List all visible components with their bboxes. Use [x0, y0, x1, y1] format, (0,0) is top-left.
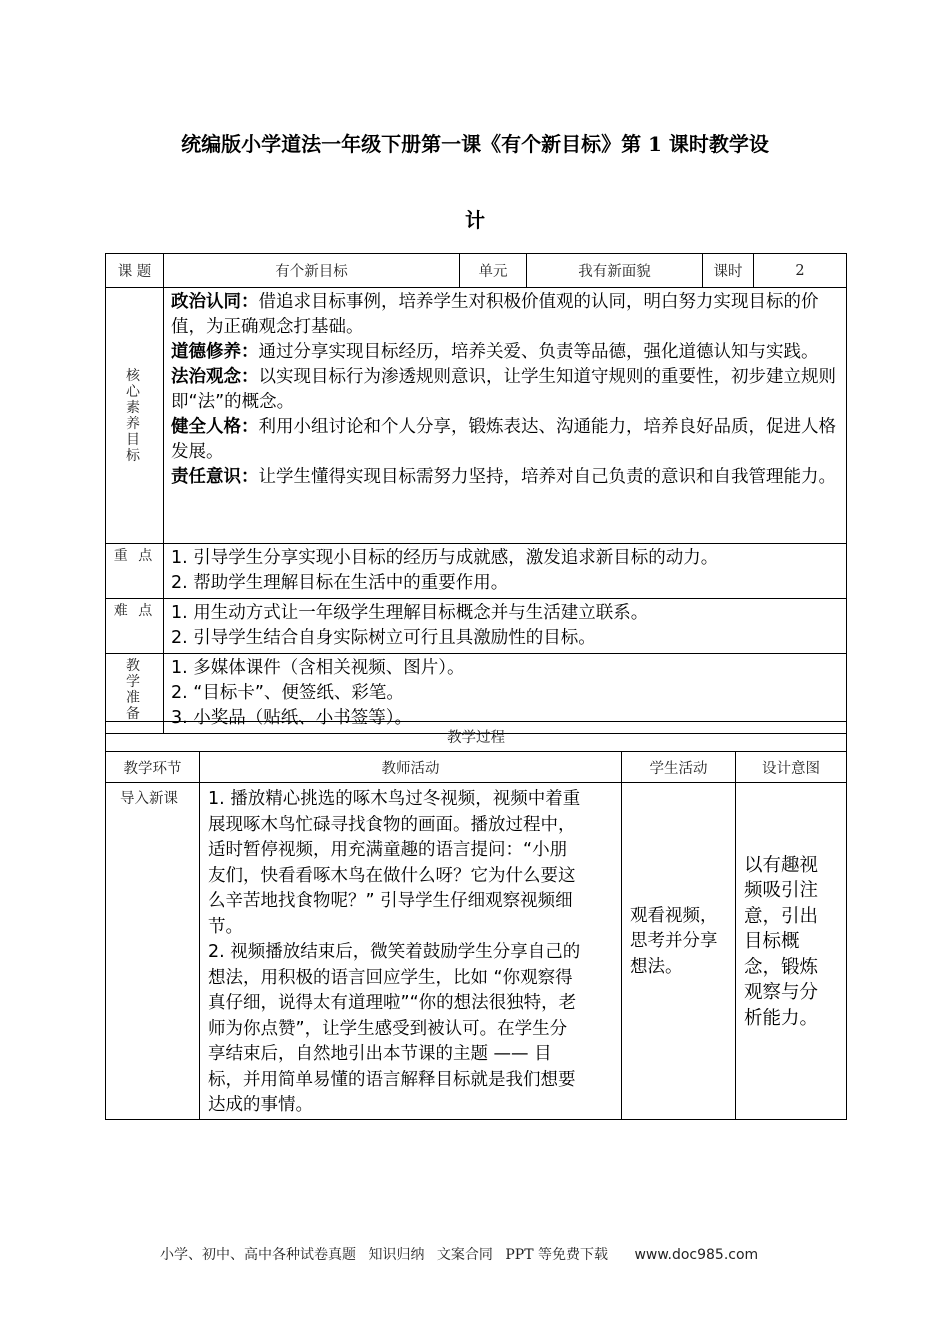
- core-literacy-goals: [164, 288, 847, 544]
- unit-value: 我有新面貌: [527, 254, 703, 288]
- unit-label: 单元: [460, 254, 527, 288]
- key-point-item: 1. 引导学生分享实现小目标的经历与成就感，激发追求新目标的动力。: [171, 548, 719, 568]
- student-line: 观看视频，: [630, 905, 718, 926]
- preparation-item: 3. 小奖品（贴纸、小书签等）。: [171, 708, 413, 728]
- process-title: 教学过程: [106, 722, 847, 752]
- teacher-line: 师为你点赞”，让学生感受到被认可。在学生分: [208, 1018, 568, 1039]
- core-section-law: 法治观念：以实现目标行为渗透规则意识，让学生知道守规则的重要性，初步建立规则即“法”的概念。: [171, 367, 836, 412]
- footer-text-3: 文案合同: [436, 1247, 493, 1263]
- header-intent: 设计意图: [736, 752, 847, 783]
- document-title-line1: 统编版小学道法一年级下册第一课《有个新目标》第 1 课时教学设: [181, 132, 769, 156]
- teacher-line: 1. 播放精心挑选的啄木鸟过冬视频，视频中着重: [208, 789, 581, 809]
- footer-text-1: 小学、初中、高中各种试卷真题: [160, 1247, 356, 1263]
- teacher-line: 真仔细，说得太有道理啦”“你的想法很独特，老: [208, 993, 577, 1013]
- header-teacher: 教师活动: [200, 752, 622, 783]
- student-line: 想法。: [630, 956, 683, 977]
- footer-text-4: PPT 等免费下载: [505, 1247, 608, 1263]
- preparation-label: 教 学 准 备: [106, 654, 164, 734]
- student-activity-cell: [622, 783, 736, 1120]
- core-section-moral: 道德修养：通过分享实现目标经历，培养关爱、负责等品德，强化道德认知与实践。: [171, 342, 819, 362]
- intent-line: 频吸引注: [744, 880, 819, 901]
- core-section-responsibility: 责任意识：让学生懂得实现目标需努力坚持，培养对自己负责的意识和自我管理能力。: [171, 467, 836, 487]
- teacher-line: 想法，用积极的语言回应学生，比如 “你观察得: [208, 967, 573, 988]
- intent-line: 观察与分: [744, 982, 819, 1003]
- difficulties-label: 难 点: [106, 599, 164, 654]
- key-points-label: 重 点: [106, 544, 164, 599]
- intent-line: 意，引出: [744, 905, 819, 927]
- document-title-line2: 计: [465, 208, 485, 232]
- difficulty-item: 1. 用生动方式让一年级学生理解目标概念并与生活建立联系。: [171, 603, 649, 623]
- teacher-line: 友们，快看看啄木鸟在做什么呀？它为什么要这: [208, 865, 576, 886]
- topic-value: 有个新目标: [164, 254, 460, 288]
- core-section-political: 政治认同：借追求目标事例，培养学生对积极价值观的认同，明白努力实现目标的价值，为正确观念打基础。: [171, 292, 819, 337]
- teacher-line: 适时暂停视频，用充满童趣的语言提问：“小朋: [208, 840, 568, 860]
- key-points: [164, 544, 847, 599]
- teacher-line: 么辛苦地找食物呢？” 引导学生仔细观察视频细: [208, 891, 573, 911]
- footer-text-2: 知识归纳: [368, 1247, 425, 1263]
- intent-line: 以有趣视: [744, 854, 819, 876]
- lesson-info-table: [105, 253, 847, 734]
- teacher-line: 2. 视频播放结束后，微笑着鼓励学生分享自己的: [208, 942, 581, 962]
- core-section-personality: 健全人格：利用小组讨论和个人分享，锻炼表达、沟通能力，培养良好品质，促进人格发展。: [171, 417, 836, 462]
- intent-line: 念，锻炼: [744, 956, 819, 978]
- core-literacy-label: 核 心 素 养 目 标: [106, 288, 164, 544]
- preparation-item: 2. “目标卡”、便签纸、彩笔。: [171, 683, 404, 703]
- teaching-process-table: [105, 721, 847, 1120]
- difficulties: [164, 599, 847, 654]
- header-stage: 教学环节: [106, 752, 200, 783]
- intent-line: 目标概: [744, 931, 800, 952]
- header-student: 学生活动: [622, 752, 736, 783]
- hours-value: 2: [754, 254, 847, 288]
- hours-label: 课时: [703, 254, 754, 288]
- footer: [160, 1244, 766, 1264]
- preparation-item: 1. 多媒体课件（含相关视频、图片）。: [171, 658, 465, 678]
- teacher-activity-cell: [200, 783, 622, 1120]
- key-point-item: 2. 帮助学生理解目标在生活中的重要作用。: [171, 573, 509, 593]
- teacher-line: 展现啄木鸟忙碌寻找食物的画面。播放过程中，: [208, 814, 576, 835]
- design-intent-cell: [736, 783, 847, 1120]
- student-line: 思考并分享: [630, 931, 718, 951]
- stage-cell: 导入新课: [106, 783, 200, 1120]
- topic-label: 课 题: [106, 254, 164, 288]
- teacher-line: 享结束后，自然地引出本节课的主题 —— 目: [208, 1044, 552, 1064]
- teacher-line: 达成的事情。: [208, 1095, 313, 1115]
- teacher-line: 节。: [208, 916, 243, 937]
- teacher-line: 标，并用简单易懂的语言解释目标就是我们想要: [208, 1069, 576, 1090]
- table-row: [106, 783, 847, 1120]
- difficulty-item: 2. 引导学生结合自身实际树立可行且具激励性的目标。: [171, 628, 596, 648]
- footer-url[interactable]: www.doc985.com: [634, 1247, 759, 1263]
- intent-line: 析能力。: [744, 1007, 819, 1029]
